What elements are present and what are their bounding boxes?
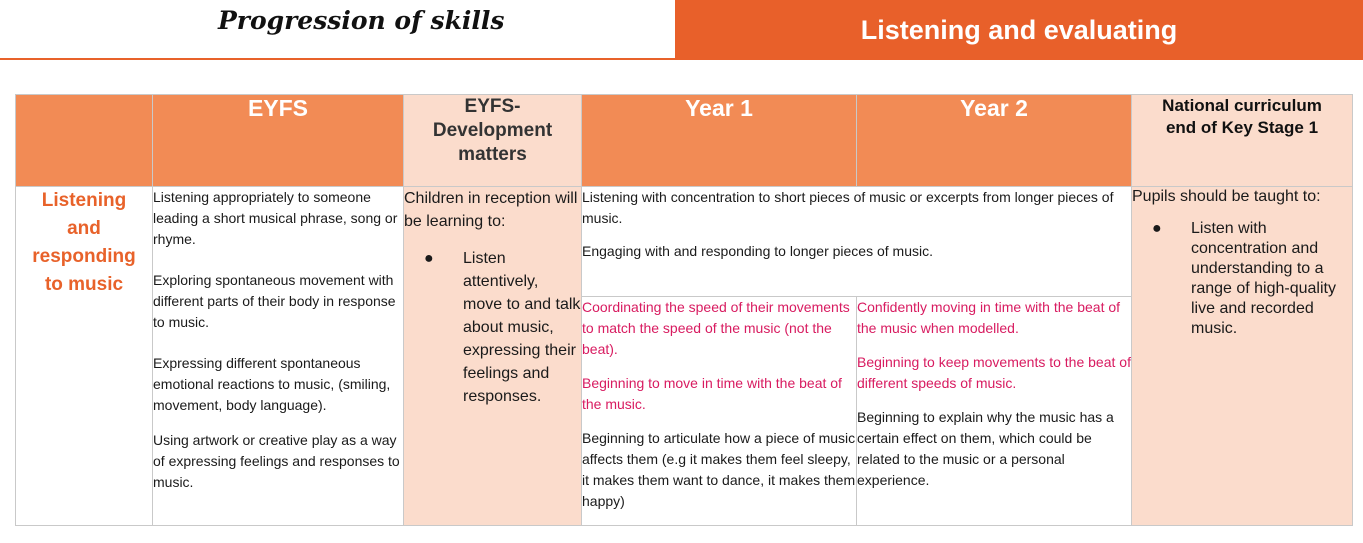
development-matters-header-label: EYFS- Development matters <box>432 96 553 165</box>
header-blank-cell <box>16 95 153 187</box>
column-header-year1: Year 1 <box>582 95 857 187</box>
bullet-icon: ● <box>424 250 434 267</box>
column-header-national-curriculum <box>1132 95 1353 187</box>
strand-label-cell <box>16 187 153 526</box>
eyfs-statement: Expressing different spontaneous emotional reactions to music, (smiling, movement, body language). <box>153 355 391 413</box>
year1-statement: Beginning to move in time with the beat of the music. <box>582 375 842 412</box>
header-row <box>16 95 1353 187</box>
progression-table <box>15 94 1353 526</box>
year1-cell <box>582 297 857 526</box>
eyfs-statement: Listening appropriately to someone leading a short musical phrase, song or rhyme. <box>153 189 398 247</box>
header-left <box>0 0 675 60</box>
national-curriculum-header-label: National curriculum end of Key Stage 1 <box>1162 96 1322 137</box>
year2-statement: Beginning to explain why the music has a certain effect on them, which could be related to the music or a personal experience. <box>857 409 1114 488</box>
national-curriculum-cell <box>1132 187 1353 526</box>
shared-statement: Listening with concentration to short pieces of music or excerpts from longer pieces of music. <box>582 189 1114 226</box>
strand-label: Listening and responding to music <box>32 190 136 295</box>
development-matters-cell <box>404 187 582 526</box>
eyfs-statement: Using artwork or creative play as a way of expressing feelings and responses to music. <box>153 432 400 490</box>
national-curriculum-list <box>1132 219 1352 339</box>
page-title: Progression of skills <box>218 6 505 35</box>
section-banner: Listening and evaluating <box>675 0 1363 60</box>
bullet-icon: ● <box>1152 220 1162 237</box>
year2-cell <box>857 297 1132 526</box>
content-row-top <box>16 187 1353 297</box>
development-matters-list <box>404 247 581 408</box>
eyfs-cell <box>153 187 404 526</box>
list-item-text: Listen attentively, move to and talk about music, expressing their feelings and responses. <box>463 250 581 405</box>
column-header-year2: Year 2 <box>857 95 1132 187</box>
shared-statement: Engaging with and responding to longer pieces of music. <box>582 243 933 259</box>
shared-year1-year2-cell <box>582 187 1132 297</box>
year1-statement: Coordinating the speed of their movements to match the speed of the music (not the beat). <box>582 299 850 357</box>
list-item <box>1132 219 1352 339</box>
national-curriculum-intro: Pupils should be taught to: <box>1132 188 1321 205</box>
list-item-text: Listen with concentration and understanding to a range of high-quality live and recorded music. <box>1191 220 1336 337</box>
year2-statement: Confidently moving in time with the beat of the music when modelled. <box>857 299 1121 336</box>
development-matters-intro: Children in reception will be learning to: <box>404 190 578 230</box>
year1-statement: Beginning to articulate how a piece of music affects them (e.g it makes them feel sleepy, it makes them want to dance, it makes them happy) <box>582 430 856 509</box>
eyfs-statement: Exploring spontaneous movement with different parts of their body in response to music. <box>153 272 396 330</box>
column-header-development-matters <box>404 95 582 187</box>
column-header-eyfs: EYFS <box>153 95 404 187</box>
year2-statement: Beginning to keep movements to the beat of different speeds of music. <box>857 354 1131 391</box>
list-item <box>404 247 581 408</box>
